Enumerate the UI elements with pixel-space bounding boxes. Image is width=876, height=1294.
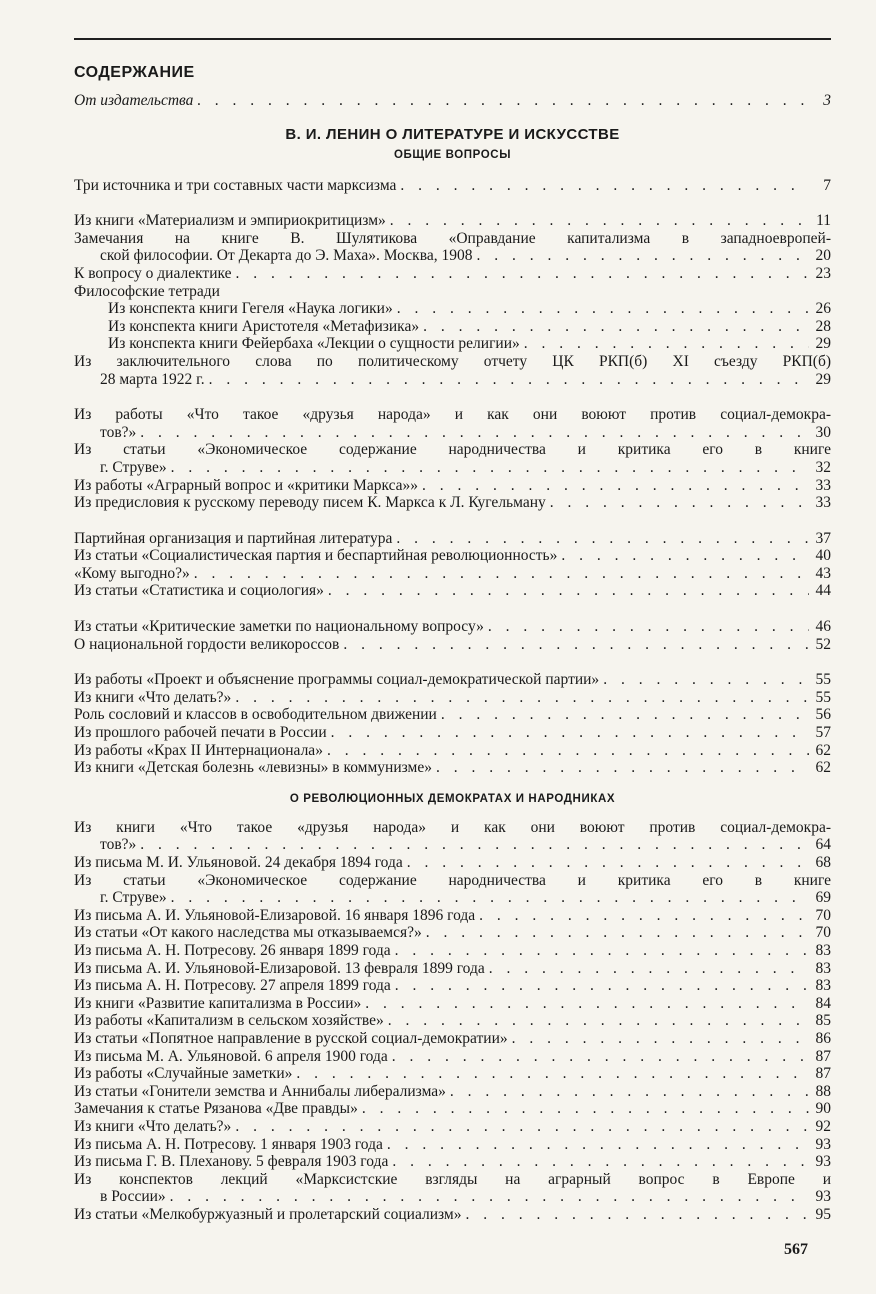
toc-entry[interactable]: Из письма А. Н. Потресову. 1 января 1903 года . . . 93 bbox=[74, 1136, 831, 1154]
toc-entry[interactable]: Философские тетради bbox=[74, 282, 220, 300]
page-number: 567 bbox=[784, 1241, 808, 1258]
toc-entry[interactable]: Из работы «Аграрный вопрос и «критики Маркса»» . . . 33 bbox=[74, 477, 831, 495]
toc-entry[interactable]: Роль сословий и классов в освободительном движении . . . 56 bbox=[74, 706, 831, 724]
toc-entry[interactable]: Из книги «Что делать?» . . . 92 bbox=[74, 1118, 831, 1136]
toc-entry[interactable]: Из статьи «Гонители земства и Аннибалы либерализма» . . . 88 bbox=[74, 1083, 831, 1101]
toc-entry[interactable]: Из статьи «Мелкобуржуазный и пролетарский социализм» . . . 95 bbox=[74, 1206, 831, 1224]
toc-entry[interactable]: Из письма А. И. Ульяновой-Елизаровой. 16 января 1896 года . . . 70 bbox=[74, 907, 831, 925]
toc-entry[interactable]: Из работы «Что такое «друзья народа» и как они воюют против социал-демокра- тов?» . . . 30 bbox=[74, 406, 831, 441]
toc-entry[interactable]: Из письма М. И. Ульяновой. 24 декабря 1894 года . . . 68 bbox=[74, 854, 831, 872]
toc-entry[interactable]: Из конспекта книги Фейербаха «Лекции о сущности религии» . . . 29 bbox=[74, 335, 831, 353]
toc-entry[interactable]: Из письма Г. В. Плеханову. 5 февраля 1903 года . . . 93 bbox=[74, 1153, 831, 1171]
toc-entry[interactable]: От издательства . . . 3 bbox=[74, 92, 831, 110]
toc-entry[interactable]: Из конспекта книги Гегеля «Наука логики» . . . 26 bbox=[74, 300, 831, 318]
toc-entry[interactable]: Из предисловия к русскому переводу писем К. Маркса к Л. Кугельману . . . 33 bbox=[74, 494, 831, 512]
toc-entry[interactable]: Из книги «Детская болезнь «левизны» в коммунизме» . . . 62 bbox=[74, 759, 831, 777]
toc-entry[interactable]: Из статьи «Критические заметки по национальному вопросу» . . . 46 bbox=[74, 618, 831, 636]
contents-page bbox=[74, 38, 831, 1223]
toc-entry[interactable]: Из работы «Случайные заметки» . . . 87 bbox=[74, 1065, 831, 1083]
toc-entry[interactable]: О национальной гордости великороссов . . . 52 bbox=[74, 636, 831, 654]
section-title: О РЕВОЛЮЦИОННЫХ ДЕМОКРАТАХ И НАРОДНИКАХ bbox=[289, 792, 616, 805]
toc-entry[interactable]: Из статьи «Экономическое содержание народничества и критика его в книге г. Струве» . . . 32 bbox=[74, 441, 831, 476]
toc-entry[interactable]: К вопросу о диалектике . . . 23 bbox=[74, 265, 831, 283]
toc-entry[interactable]: Из прошлого рабочей печати в России . . . 57 bbox=[74, 724, 831, 742]
section-title: ОБЩИЕ ВОПРОСЫ bbox=[393, 148, 512, 161]
toc-entry[interactable]: Из заключительного слова по политическому отчету ЦК РКП(б) XI съезду РКП(б) 28 марта 1922 г. . . . 29 bbox=[74, 353, 831, 388]
toc-entry[interactable]: Из книги «Что такое «друзья народа» и как они воюют против социал-демокра- тов?» . . . 64 bbox=[74, 819, 831, 854]
toc-entry[interactable]: Из работы «Проект и объяснение программы социал-демократической партии» . . . 55 bbox=[74, 671, 831, 689]
toc-entry[interactable]: Из книги «Что делать?» . . . 55 bbox=[74, 689, 831, 707]
toc-entry[interactable]: Из конспекта книги Аристотеля «Метафизика» . . . 28 bbox=[74, 318, 831, 336]
toc-entry[interactable]: Из работы «Крах II Интернационала» . . . 62 bbox=[74, 742, 831, 760]
toc-entry[interactable]: Из письма А. И. Ульяновой-Елизаровой. 13 февраля 1899 года . . . 83 bbox=[74, 960, 831, 978]
toc-entry[interactable]: Три источника и три составных части марксизма . . . 7 bbox=[74, 177, 831, 195]
toc-entry[interactable]: «Кому выгодно?» . . . 43 bbox=[74, 565, 831, 583]
page-title: СОДЕРЖАНИЕ bbox=[74, 64, 195, 81]
toc-entry[interactable]: Из книги «Материализм и эмпириокритицизм» . . . 11 bbox=[74, 212, 831, 230]
toc-entry[interactable]: Из книги «Развитие капитализма в России» . . . 84 bbox=[74, 995, 831, 1013]
toc-entry[interactable]: Замечания к статье Рязанова «Две правды» . . . 90 bbox=[74, 1100, 831, 1118]
toc-entry[interactable]: Из статьи «Попятное направление в русской социал-демократии» . . . 86 bbox=[74, 1030, 831, 1048]
toc-entry[interactable]: Из работы «Капитализм в сельском хозяйстве» . . . 85 bbox=[74, 1012, 831, 1030]
toc-entry[interactable]: Из статьи «От какого наследства мы отказываемся?» . . . 70 bbox=[74, 924, 831, 942]
toc-entry[interactable]: Из статьи «Статистика и социология» . . . 44 bbox=[74, 582, 831, 600]
part-title: В. И. ЛЕНИН О ЛИТЕРАТУРЕ И ИСКУССТВЕ bbox=[285, 125, 620, 143]
toc-entry[interactable]: Из письма А. Н. Потресову. 26 января 1899 года . . . 83 bbox=[74, 942, 831, 960]
top-rule bbox=[74, 38, 831, 40]
toc-entry[interactable]: Из конспектов лекций «Марксистские взгляды на аграрный вопрос в Европе и в России» . . . 93 bbox=[74, 1171, 831, 1206]
toc-entry[interactable]: Замечания на книге В. Шулятикова «Оправдание капитализма в западноевропей- ской философии. От Декарта до Э. Маха». Москва, 1908 . . . 20 bbox=[74, 230, 831, 265]
toc-entry[interactable]: Партийная организация и партийная литература . . . 37 bbox=[74, 530, 831, 548]
toc-entry[interactable]: Из статьи «Экономическое содержание народничества и критика его в книге г. Струве» . . . 69 bbox=[74, 872, 831, 907]
toc-entry[interactable]: Из статьи «Социалистическая партия и беспартийная революционность» . . . 40 bbox=[74, 547, 831, 565]
toc-entry[interactable]: Из письма А. Н. Потресову. 27 апреля 1899 года . . . 83 bbox=[74, 977, 831, 995]
toc-entry[interactable]: Из письма М. А. Ульяновой. 6 апреля 1900 года . . . 87 bbox=[74, 1048, 831, 1066]
